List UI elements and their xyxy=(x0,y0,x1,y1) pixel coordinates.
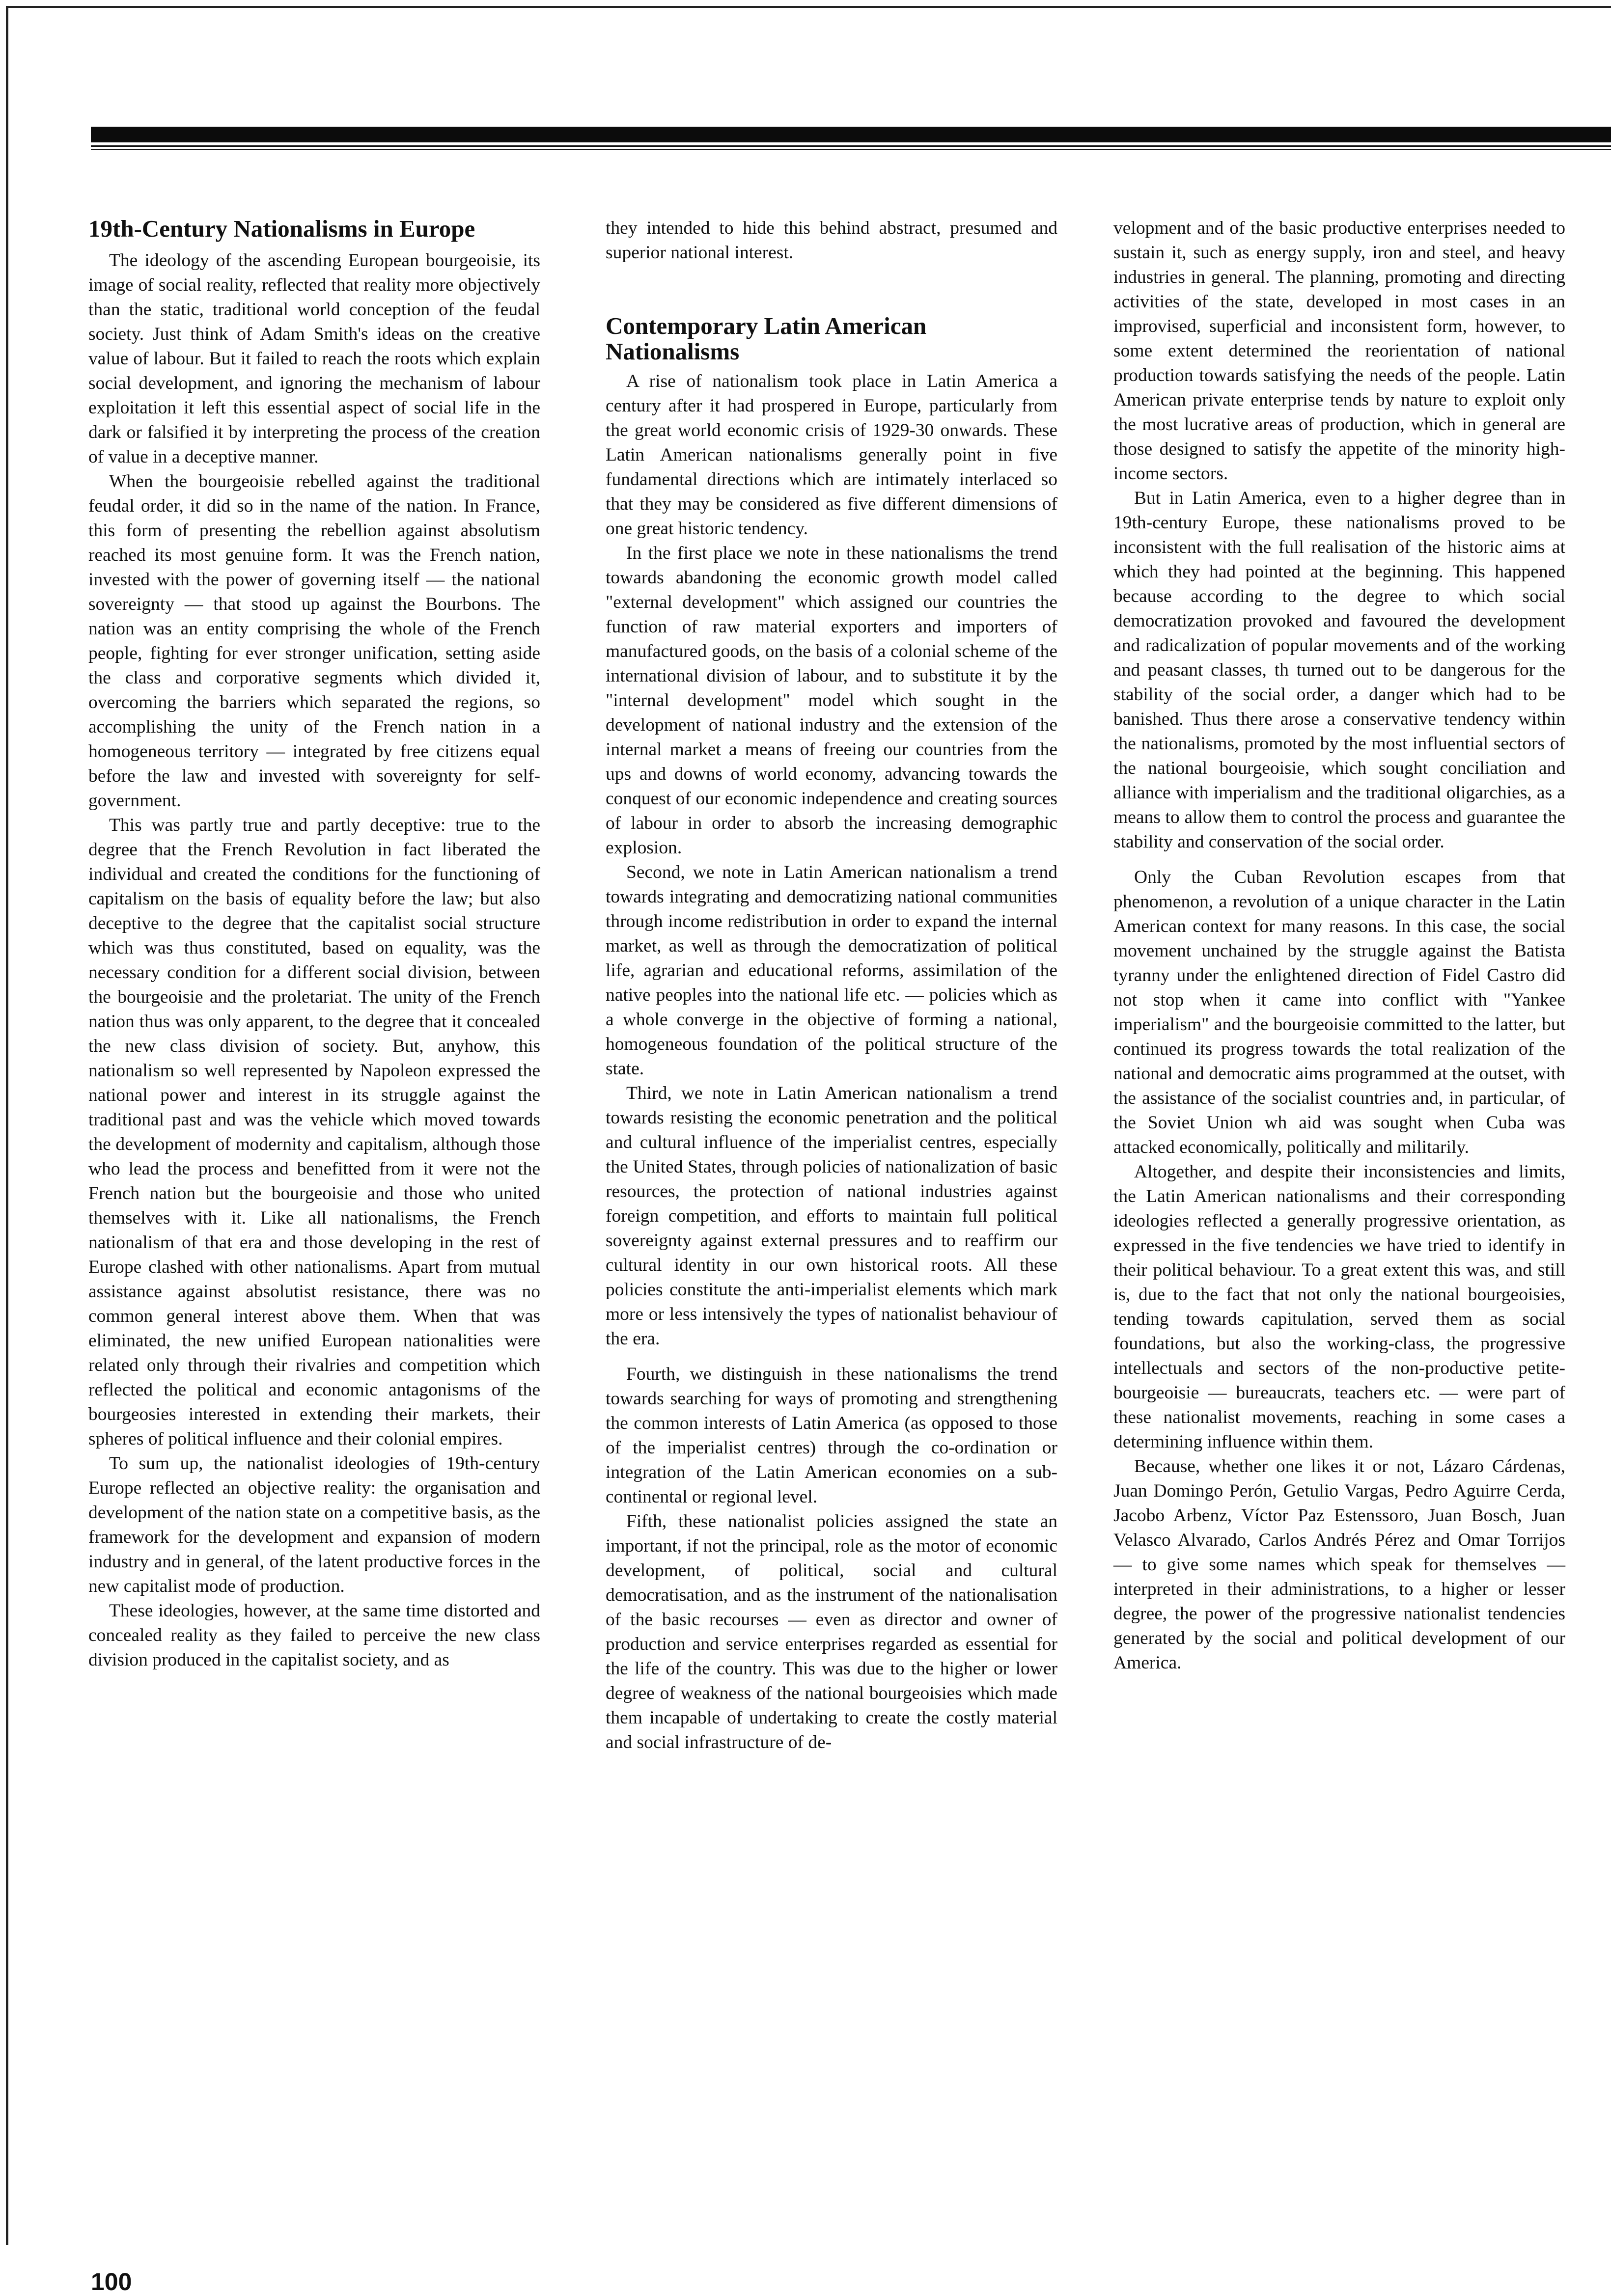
paragraph: Third, we note in Latin American nationalism a trend towards resisting the economic penetration and the political and cultural influence of the imperialist centres, especially the United States, through policies of nationalization of basic resources, the protection of national industries against foreign competition, and efforts to maintain full political sovereignty against external pressures and to reaffirm our cultural identity in our own historical roots. All these policies constitute the anti-imperialist elements which mark more or less intensively the types of nationalist behaviour of the era. xyxy=(606,1083,1057,1349)
banner-thin-rule xyxy=(91,145,1611,147)
paragraph: These ideologies, however, at the same time distorted and concealed reality as they failed to perceive the new class division produced in the capitalist society, and as xyxy=(88,1601,540,1670)
paragraph-continued: they intended to hide this behind abstract, presumed and superior national interest. xyxy=(606,218,1057,263)
page-number: 100 xyxy=(91,2268,132,2296)
column-3 xyxy=(1113,216,1565,1675)
paragraph-continued: velopment and of the basic productive enterprises needed to sustain it, such as energy supply, iron and steel, and heavy industries in general. The planning, promoting and directing activities of the state, developed in most cases in an improvised, superficial and inconsistent form, however, to some extent determined the reorientation of national production towards satisfying the needs of the people. Latin American private enterprise tends by nature to exploit only the most lucrative areas of production, which in general are those designed to satisfy the appetite of the minority high-income sectors. xyxy=(1113,218,1565,484)
paragraph: Because, whether one likes it or not, Lázaro Cárdenas, Juan Domingo Perón, Getulio Vargas, Pedro Aguirre Cerda, Jacobo Arbenz, Víctor Paz Estenssoro, Juan Bosch, Juan Velasco Alvarado, Carlos Andrés Pérez and Omar Torrijos — to give some names which speak for themselves — interpreted in their administrations, to a higher or lesser degree, the power of the progressive nationalist tendencies generated by the social and political development of our America. xyxy=(1113,1456,1565,1673)
banner-thick-rule xyxy=(91,127,1611,142)
paragraph: In the first place we note in these nationalisms the trend towards abandoning the economic growth model called "external development" which assigned our countries the function of raw material exporters and importers of manufactured goods, on the basis of a colonial scheme of the international division of labour, and to substitute it by the "internal development" model which sought in the development of national industry and the extension of the internal market a means of freeing our countries from the ups and downs of world economy, advancing towards the conquest of our economic independence and creating sources of labour in order to absorb the increasing demographic explosion. xyxy=(606,543,1057,858)
banner-thin-rule xyxy=(91,149,1611,150)
header-banner xyxy=(91,127,1611,151)
paragraph: The ideology of the ascending European bourgeoisie, its image of social reality, reflected that reality more objectively than the static, traditional world conception of the feudal society. Just think of Adam Smith's ideas on the creative value of labour. But it failed to reach the roots which explain social development, and ignoring the mechanism of labour exploitation it left this essential aspect of social life in the dark or falsified it by interpreting the process of the creation of value in a deceptive manner. xyxy=(88,250,540,467)
paragraph: A rise of nationalism took place in Latin America a century after it had prospered in Europe, particularly from the great world economic crisis of 1929-30 onwards. These Latin American nationalisms generally point in five fundamental directions which are intimately interlaced so that they may be considered as five different dimensions of one great historic tendency. xyxy=(606,371,1057,539)
section-heading-19th-century: 19th-Century Nationalisms in Europe xyxy=(88,215,475,242)
paragraph: Fourth, we distinguish in these nationalisms the trend towards searching for ways of promoting and strengthening the common interests of Latin America (as opposed to those of the imperialist centres) through the co-ordination or integration of the Latin American economies on a sub-continental or regional level. xyxy=(606,1364,1057,1507)
paragraph: But in Latin America, even to a higher degree than in 19th-century Europe, these nationalisms proved to be inconsistent with the full realisation of the historic aims at which they had pointed at the beginning. This happened because according to the degree to which social democratization provoked and favoured the development and radicalization of popular movements and of the working and peasant classes, th turned out to be dangerous for the stability of the social order, a danger which had to be banished. Thus there arose a conservative tendency within the nationalisms, promoted by the most influential sectors of the national bourgeoisie, which sought conciliation and alliance with imperialism and the traditional oligarchies, as a means to allow them to control the process and guarantee the stability and conservation of the social order. xyxy=(1113,488,1565,852)
paragraph: When the bourgeoisie rebelled against the traditional feudal order, it did so in the name of the nation. In France, this form of presenting the rebellion against absolutism reached its most genuine form. It was the French nation, invested with the power of governing itself — the national sovereignty — that stood up against the Bourbons. The nation was an entity comprising the whole of the French people, fighting for ever stronger unification, setting aside the class and corporative segments which divided it, overcoming the barriers which separated the regions, so accomplishing the unity of the French nation in a homogeneous territory — integrated by free citizens equal before the law and invested with sovereignty for self-government. xyxy=(88,471,540,811)
paragraph: Only the Cuban Revolution escapes from that phenomenon, a revolution of a unique character in the Latin American context for many reasons. In this case, the social movement unchained by the struggle against the Batista tyranny under the enlightened direction of Fidel Castro did not stop when it came into conflict with "Yankee imperialism" and the bourgeoisie committed to the latter, but continued its progress towards the total realization of the national and democratic aims programmed at the outset, with the assistance of the socialist countries and, in particular, of the Soviet Union wh aid was sought when Cuba was attacked economically, politically and militarily. xyxy=(1113,867,1565,1157)
paragraph: Fifth, these nationalist policies assigned the state an important, if not the principal, role as the motor of economic development, of political, social and cultural democratisation, and as the instrument of the nationalisation of the basic recourses — even as director and owner of production and service enterprises regarded as essential for the life of the country. This was due to the higher or lower degree of weakness of the national bourgeoisies which made them incapable of undertaking to create the costly material and social infrastructure of de- xyxy=(606,1511,1057,1752)
column-2 xyxy=(606,216,1057,1755)
column-1 xyxy=(88,216,540,1672)
left-border-rule xyxy=(6,6,8,2245)
paragraph: To sum up, the nationalist ideologies of 19th-century Europe reflected an objective reality: the organisation and development of the nation state on a competitive basis, as the framework for the development and expansion of modern industry and in general, of the latent productive forces in the new capitalist mode of production. xyxy=(88,1453,540,1596)
paragraph: This was partly true and partly deceptive: true to the degree that the French Revolution in fact liberated the individual and created the conditions for the functioning of capitalism on the basis of equality before the law; but also deceptive to the degree that the capitalist social structure which was thus constituted, based on equality, was the necessary condition for a different social division, between the bourgeoisie and the proletariat. The unity of the French nation thus was only apparent, to the degree that it concealed the new class division of society. But, anyhow, this nationalism so well represented by Napoleon expressed the national power and interest in its struggle against the traditional past and was the vehicle which moved towards the development of modernity and capitalism, although those who lead the process and benefitted from it were not the French nation but the bourgeoisie and those who united themselves with it. Like all nationalisms, the French nationalism of that era and those developing in the rest of Europe clashed with other nationalisms. Apart from mutual assistance against absolutist resistance, there was no common general interest above them. When that was eliminated, the new unified European nationalities were related only through their rivalries and competition which reflected the political and economic antagonisms of the bourgeosies interested in extending their markets, their spheres of political influence and their colonial empires. xyxy=(88,815,540,1449)
section-heading-latin-american: Contemporary Latin American Nationalisms xyxy=(606,312,927,365)
paragraph: Altogether, and despite their inconsistencies and limits, the Latin American nationalisms and their corresponding ideologies reflected a generally progressive orientation, as expressed in the five tendencies we have tried to identify in their political behaviour. To a great extent this was, and still is, due to the fact that not only the national bourgeoisies, tending towards capitulation, served them as social foundations, but also the working-class, the progressive intellectuals and sectors of the non-productive petite-bourgeoisie — bureaucrats, teachers etc. — were part of these nationalist movements, reaching in some cases a determining influence within them. xyxy=(1113,1162,1565,1452)
paragraph: Second, we note in Latin American nationalism a trend towards integrating and democratizing national communities through income redistribution in order to expand the internal market, as well as through the democratization of political life, agrarian and educational reforms, assimilation of the native peoples into the national life etc. — policies which as a whole converge in the objective of forming a national, homogeneous foundation of the political structure of the state. xyxy=(606,862,1057,1079)
top-border-rule xyxy=(6,6,1611,8)
